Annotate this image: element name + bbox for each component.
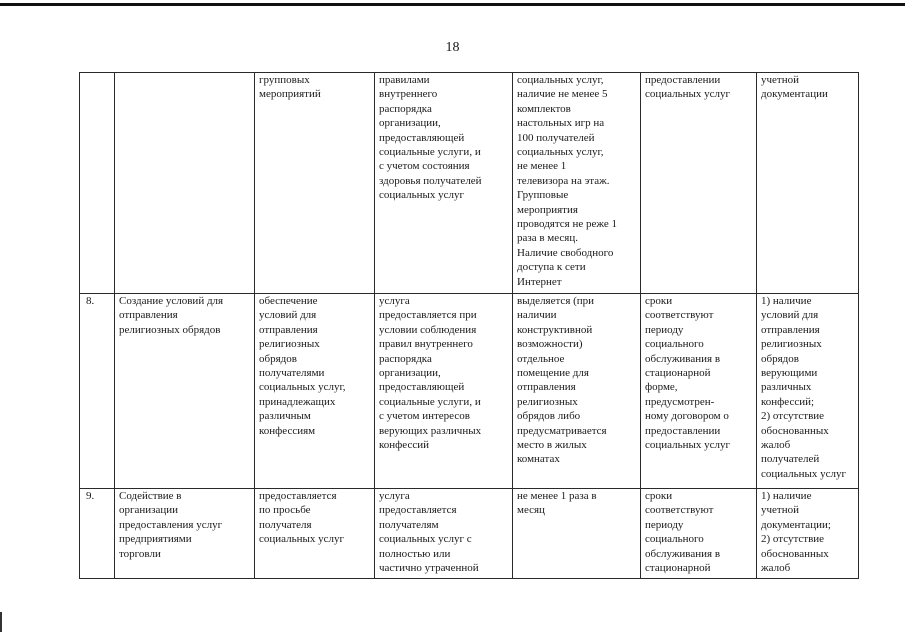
service-name — [115, 73, 255, 294]
service-quality: учетной документации — [757, 73, 859, 294]
service-conditions: услуга предоставляется получателям социальных услуг с полностью или частично утраченной — [375, 489, 513, 579]
service-content: обеспечение условий для отправления религиозных обрядов получателями социальных услуг, принадлежащих различным конфессиям — [255, 294, 375, 489]
service-terms: предоставлении социальных услуг — [641, 73, 757, 294]
services-table — [79, 72, 859, 579]
service-terms: сроки соответствуют периоду социального обслуживания в стационарной — [641, 489, 757, 579]
table-row — [80, 294, 859, 489]
service-content: предоставляется по просьбе получателя социальных услуг — [255, 489, 375, 579]
service-name: Создание условий для отправления религиозных обрядов — [115, 294, 255, 489]
service-volume: не менее 1 раза в месяц — [513, 489, 641, 579]
table-row — [80, 489, 859, 579]
service-conditions: услуга предоставляется при условии соблюдения правил внутреннего распорядка организации, предоставляющей социальные услуги, и с учетом интересов верующих различных конфессий — [375, 294, 513, 489]
top-border-rule — [0, 3, 905, 6]
service-quality: 1) наличие условий для отправления религиозных обрядов верующими различных конфессий; 2) отсутствие обоснованных жалоб получателей социальных услуг — [757, 294, 859, 489]
page-edge-mark — [0, 612, 2, 632]
row-number: 8. — [80, 294, 115, 489]
service-conditions: правилами внутреннего распорядка организации, предоставляющей социальные услуги, и с учетом состояния здоровья получателей социальных услуг — [375, 73, 513, 294]
row-number: 9. — [80, 489, 115, 579]
service-content: групповых мероприятий — [255, 73, 375, 294]
table-row — [80, 73, 859, 294]
service-quality: 1) наличие учетной документации; 2) отсутствие обоснованных жалоб — [757, 489, 859, 579]
service-name: Содействие в организации предоставления услуг предприятиями торговли — [115, 489, 255, 579]
service-volume: выделяется (при наличии конструктивной возможности) отдельное помещение для отправления религиозных обрядов либо предусматривается место в жилых комнатах — [513, 294, 641, 489]
row-number — [80, 73, 115, 294]
service-terms: сроки соответствуют периоду социального обслуживания в стационарной форме, предусмотрен- ному договором о предоставлении социальных услуг — [641, 294, 757, 489]
page-number: 18 — [445, 40, 460, 55]
service-volume: социальных услуг, наличие не менее 5 комплектов настольных игр на 100 получателей социальных услуг, не менее 1 телевизора на этаж. Групповые мероприятия проводятся не реже 1 раза в месяц. Наличие свободного доступа к сети Интернет — [513, 73, 641, 294]
